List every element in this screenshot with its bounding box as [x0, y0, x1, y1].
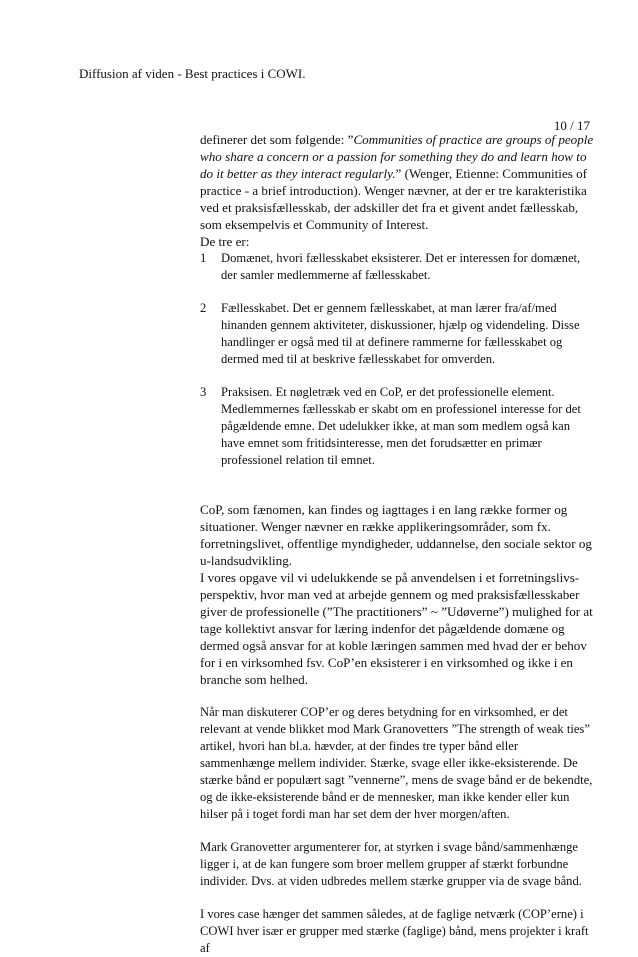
wenger-quote: Communities of practice are groups of people who share a concern or a passion for something they do and learn how to do it better as they interact regularly.: [200, 132, 594, 181]
page-number: 10 / 17: [553, 118, 590, 133]
intro-lead: definerer det som følgende: ”: [200, 132, 354, 147]
list-item: [200, 300, 596, 368]
case-paragraph: I vores case hænger det sammen således, at de faglige netværk (COP’erne) i COWI hver især er grupper med stærke (faglige) bånd, mens projekter i kraft af: [200, 907, 589, 955]
list-intro: De tre er:: [200, 234, 250, 249]
list-text: Praksisen. Et nøgletræk ved en CoP, er det professionelle element. Medlemmernes fællesskab er skabt om en professionel interesse for det pågældende emne. Det udelukker ikke, at man som medlem også kan have emnet som fritidsinteresse, men det forudsætter en primær professionel relation til emnet.: [221, 385, 581, 467]
intro-paragraph: [200, 131, 596, 233]
list-number: 3: [200, 385, 207, 399]
list-number: 1: [200, 251, 207, 265]
list-item: [200, 250, 596, 284]
list-text: Domænet, hvori fællesskabet eksisterer. Det er interessen for domænet, der samler medlemmerne af fællesskabet.: [221, 251, 581, 282]
argument-paragraph: Mark Granovetter argumenterer for, at styrken i svage bånd/sammenhænge ligger i, at de kan fungere som broer mellem grupper af stærkt forbundne individer. Dvs. at viden udbredes mellem stærke grupper via de svage bånd.: [200, 840, 582, 888]
document-body: [200, 131, 596, 957]
opgave-paragraph: I vores opgave vil vi udelukkende se på anvendelsen i et forretningslivs-perspektiv, hvor man ved at arbejde gennem og med praksisfællesskaber giver de professionelle (”The practitioners” ~ ”Udøverne”) mulighed for at tage kollektivt ansvar for læring indenfor det pågældende domæne og dermed også ansvar for at koble læringen sammen med hvad der er behov for i en virksomhed fsv. CoP’en eksisterer i en virksomhed og ikke i en branche som helhed.: [200, 570, 593, 687]
list-text: Fællesskabet. Det er gennem fællesskabet, at man lærer fra/af/med hinanden gennem aktiviteter, diskussioner, hjælp og videndeling. Disse handlinger er også med til at definere rammerne for fællesskabet og dermed med til at beskrive fællesskabet for omverden.: [221, 301, 580, 366]
list-number: 2: [200, 301, 207, 315]
list-item: [200, 384, 596, 469]
intro-rest: ” (Wenger, Etienne: Communities of practice - a brief introduction). Wenger nævner, at der er tre karakteristika ved et praksisfællesskab, der adskiller det fra et givent andet fællesskab, som eksempelvis et Community of Interest.: [200, 166, 588, 232]
cop-section: [200, 501, 596, 688]
document-header: Diffusion af viden - Best practices i COWI.: [79, 66, 306, 81]
granovetter-paragraph: Når man diskuterer COP’er og deres betydning for en virksomhed, er det relevant at vende blikket mod Mark Granovetters ”The strength of weak ties” artikel, hvori han bl.a. hævder, at der findes tre typer bånd eller sammenhænge mellem individer. Stærke, svage eller ikke-eksisterende. De stærke bånd er populært sagt ”vennerne”, mens de svage bånd er de bekendte, og de ikke-eksisterende bånd er de mennesker, man ikke kender eller kun hilser på i toget fordi man har set dem der hver morgen/aften.: [200, 705, 593, 821]
cop-paragraph: CoP, som fænomen, kan findes og iagttages i en lang række former og situationer. Wenger nævner en række applikeringsområder, som fx. forretningslivet, offentlige myndigheder, uddannelse, den sociale sektor og u-landsudvikling.: [200, 502, 592, 568]
